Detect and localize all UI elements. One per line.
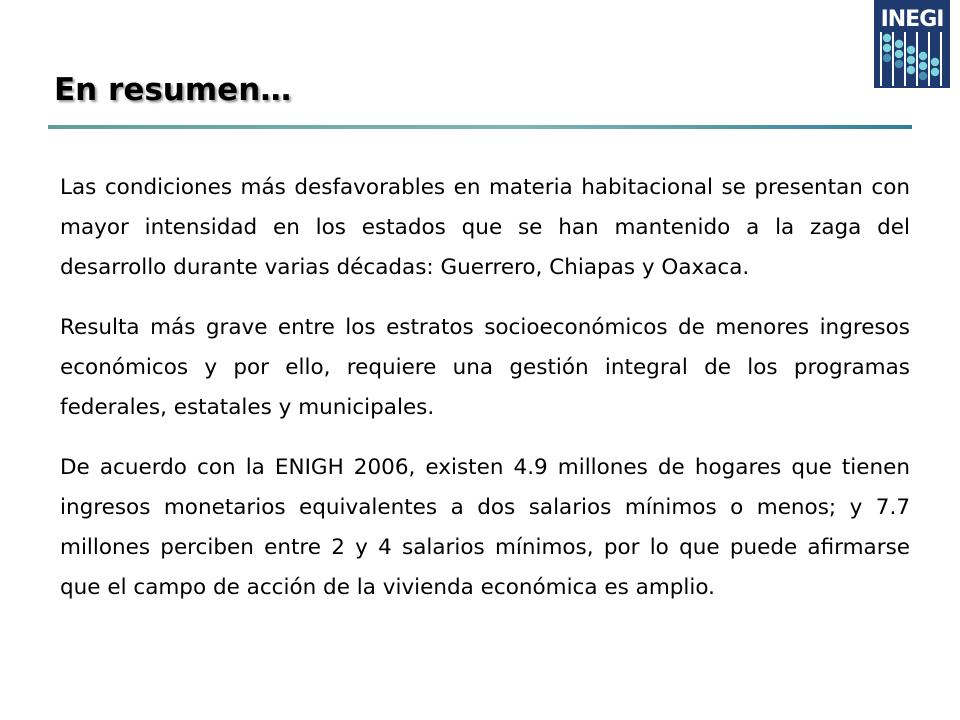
inegi-logo-text: INEGI (880, 7, 944, 32)
paragraph-low-income-strata: Resulta más grave entre los estratos socioeconómicos de menores ingresos económicos y por ello, requiere una gestión integral de los programas federales, estatales y municipales. (60, 315, 910, 420)
title-divider (48, 125, 912, 129)
inegi-logo-icon (872, 0, 952, 90)
paragraph-housing-conditions: Las condiciones más desfavorables en materia habitacional se presentan con mayor intensidad en los estados que se han mantenido a la zaga del desarrollo durante varias décadas: Guerrero, Chiapas y Oaxaca. (60, 175, 910, 280)
content-body (60, 168, 910, 628)
paragraph-enigh-2006: De acuerdo con la ENIGH 2006, existen 4.9 millones de hogares que tienen ingresos monetarios equivalentes a dos salarios mínimos o menos; y 7.7 millones perciben entre 2 y 4 salarios mínimos, por lo que puede afirmarse que el campo de acción de la vivienda económica es amplio. (60, 455, 910, 600)
slide-title: En resumen… (54, 72, 292, 108)
